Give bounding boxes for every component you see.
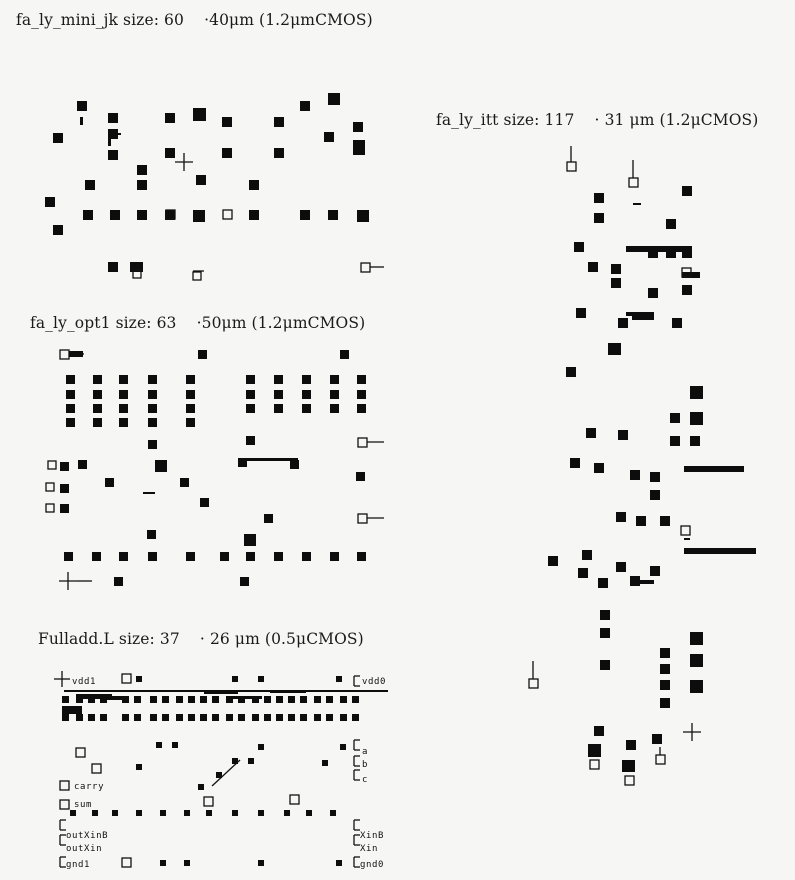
cell-block: [162, 714, 169, 721]
cell-block: [206, 810, 212, 816]
cell-block: [258, 860, 264, 866]
cell-block: [326, 714, 333, 721]
cell-block: [62, 714, 69, 721]
cell-block: [352, 714, 359, 721]
cell-bar: [270, 690, 306, 693]
cell-block: [198, 784, 204, 790]
cell-block: [264, 714, 271, 721]
pin-label-vdd1: vdd1: [72, 677, 97, 687]
pin-label-a: a: [362, 747, 369, 757]
cell-block: [340, 696, 347, 703]
pin-box: [76, 748, 85, 757]
pin-label-xin: Xin: [360, 844, 379, 854]
cell-block: [188, 696, 195, 703]
cell-bar: [62, 706, 82, 714]
pin-label-gnd0: gnd0: [360, 860, 385, 870]
cell-block: [184, 860, 190, 866]
cell-block: [352, 696, 359, 703]
cell-block: [176, 714, 183, 721]
cell-block: [160, 810, 166, 816]
cell-block: [330, 810, 336, 816]
pin-box: [60, 781, 69, 790]
cell-block: [136, 810, 142, 816]
cell-block: [88, 714, 95, 721]
cell-block: [252, 714, 259, 721]
cell-block: [306, 810, 312, 816]
cell-bar: [232, 696, 262, 699]
cell-block: [248, 758, 254, 764]
cell-block: [226, 714, 233, 721]
cell-block: [258, 810, 264, 816]
cell-block: [156, 742, 162, 748]
cell-block: [136, 764, 142, 770]
cell-block: [76, 714, 83, 721]
pin-box: [60, 800, 69, 809]
cell-block: [200, 696, 207, 703]
cell-block: [212, 714, 219, 721]
caption-itt: fa_ly_itt size: 117 · 31 μm (1.2μCMOS): [436, 111, 759, 129]
cell-block: [336, 676, 342, 682]
cell-block: [258, 676, 264, 682]
cell-block: [136, 676, 142, 682]
cell-block: [326, 696, 333, 703]
cell-block: [92, 810, 98, 816]
cell-block: [150, 714, 157, 721]
cell-bar: [100, 696, 128, 700]
cell-block: [264, 696, 271, 703]
pin-label-vdd0: vdd0: [362, 677, 387, 687]
cell-block: [112, 810, 118, 816]
cell-block: [340, 744, 346, 750]
cell-block: [288, 714, 295, 721]
cell-block: [340, 714, 347, 721]
cell-block: [70, 810, 76, 816]
pin-label-outxin: outXin: [66, 844, 103, 854]
cell-block: [134, 696, 141, 703]
cell-bar: [354, 690, 388, 692]
cell-block: [162, 696, 169, 703]
cell-bar: [204, 690, 238, 694]
cell-block: [172, 742, 178, 748]
cell-block: [176, 696, 183, 703]
cell-block: [232, 810, 238, 816]
cell-block: [226, 696, 233, 703]
cell-block: [200, 714, 207, 721]
cell-block: [300, 696, 307, 703]
pin-label-carry: carry: [74, 782, 105, 792]
cell-block: [314, 714, 321, 721]
cell-block: [232, 676, 238, 682]
cell-block: [284, 810, 290, 816]
pin-box: [290, 795, 299, 804]
pin-label-gnd1: gnd1: [66, 860, 91, 870]
pin-box: [92, 764, 101, 773]
pin-label-xinb: XinB: [360, 831, 385, 841]
pin-box: [204, 797, 213, 806]
cell-block: [62, 696, 69, 703]
cell-block: [238, 714, 245, 721]
cell-block: [150, 696, 157, 703]
cell-block: [314, 696, 321, 703]
cell-block: [160, 860, 166, 866]
cell-block: [100, 714, 107, 721]
cell-block: [276, 714, 283, 721]
cell-block: [322, 760, 328, 766]
cell-block: [122, 714, 129, 721]
cell-block: [288, 696, 295, 703]
cell-block: [258, 744, 264, 750]
pin-label-outxinb: outXinB: [66, 831, 109, 841]
cell-block: [300, 714, 307, 721]
pin-label-c: c: [362, 775, 369, 785]
caption-mini-jk: fa_ly_mini_jk size: 60 ·40μm (1.2μmCMOS): [16, 11, 373, 29]
pin-box: [122, 674, 131, 683]
cell-block: [184, 810, 190, 816]
caption-fulladd: Fulladd.L size: 37 · 26 μm (0.5μCMOS): [38, 630, 364, 648]
cell-block: [212, 696, 219, 703]
caption-opt1: fa_ly_opt1 size: 63 ·50μm (1.2μmCMOS): [30, 314, 366, 332]
pin-box: [122, 858, 131, 867]
pin-label-b: b: [362, 760, 369, 770]
cell-block: [188, 714, 195, 721]
cell-bar: [90, 690, 124, 692]
cell-block: [134, 714, 141, 721]
cell-block: [336, 860, 342, 866]
pin-label-sum: sum: [74, 800, 93, 810]
cell-block: [276, 696, 283, 703]
